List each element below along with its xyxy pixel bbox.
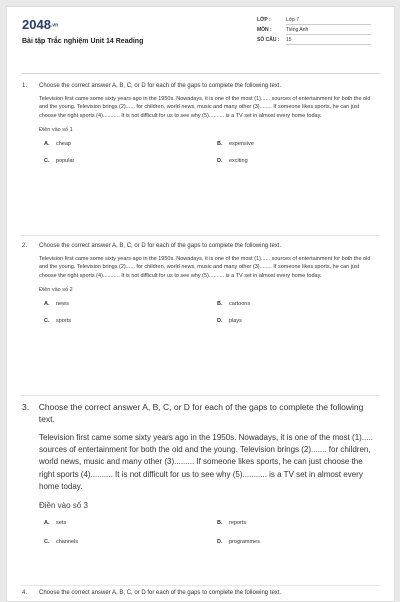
meta-key: SỐ CÂU : (257, 37, 280, 43)
header-divider (21, 73, 380, 74)
option-text: popular (56, 157, 75, 164)
meta-key: LỚP : (257, 17, 271, 23)
question-subprompt: Điền vào số 3 (39, 501, 88, 511)
option-letter: A. (44, 300, 50, 307)
option-letter: D. (217, 539, 223, 546)
option-letter: D. (217, 157, 223, 164)
option-text: news (56, 300, 69, 307)
option-b[interactable] (217, 301, 367, 307)
brand-suffix: .vn (50, 22, 59, 29)
option-text: programmes (229, 539, 260, 546)
option-text: channels (56, 539, 79, 546)
option-c[interactable] (44, 158, 217, 164)
brand-name: 2048 (22, 17, 51, 32)
meta-row-class (257, 15, 371, 25)
option-letter: B. (217, 520, 223, 527)
question-prompt: Choose the correct answer A, B, C, or D for each of the gaps to complete the following text. (39, 243, 282, 249)
question-number: 4. (22, 590, 28, 596)
option-b[interactable] (217, 141, 367, 147)
option-letter: B. (217, 140, 223, 147)
question-prompt: Choose the correct answer A, B, C, or D for each of the gaps to complete the following text. (39, 590, 282, 596)
question-number: 3. (22, 402, 30, 412)
question-passage: Television first came some sixty years ago in the 1950s. Nowadays, it is one of the most (1)...... sources of entertainment for both the old and the young. Television brings (2)...... for children, world news, music and many other (3)........ If someone likes sports, he can just choose the right sports (4)........... It is not difficult for us to see why (5).......... is a TV set in almost every home today. (39, 256, 371, 279)
question-passage: Television first came some sixty years ago in the 1950s. Nowadays, it is one of the most (1)...... sources of entertainment for both the old and the young. Television brings (2)...... for children, world news, music and many other (3)........ If someone likes sports, he can just choose the right sports (4)........... It is not difficult for us to see why (5).......... is a TV set in almost every home today. (39, 96, 371, 119)
question-divider (21, 585, 380, 586)
option-c[interactable] (44, 539, 217, 545)
question-divider (21, 235, 380, 236)
question-subprompt: Điền vào số 2 (39, 286, 73, 293)
option-letter: C. (44, 157, 50, 164)
option-letter: C. (44, 317, 50, 324)
page-title: Bài tập Trắc nghiệm Unit 14 Reading (22, 38, 144, 45)
option-text: sets (56, 520, 67, 527)
question-subprompt: Điền vào số 1 (39, 126, 73, 133)
option-text: sports (56, 317, 71, 324)
question-1 (22, 83, 377, 164)
meta-key: MÔN : (257, 27, 272, 33)
option-letter: A. (44, 140, 50, 147)
option-text: plays (229, 317, 242, 324)
option-letter: B. (217, 300, 223, 307)
option-text: cheap (56, 140, 71, 147)
option-c[interactable] (44, 318, 217, 324)
question-prompt: Choose the correct answer A, B, C, or D for each of the gaps to complete the following text. (38, 402, 364, 424)
meta-row-count (257, 35, 371, 45)
option-letter: D. (217, 317, 223, 324)
answer-options (44, 141, 377, 164)
option-d[interactable] (217, 318, 367, 324)
question-3 (22, 401, 377, 545)
question-divider (21, 395, 380, 396)
answer-options (44, 301, 377, 324)
meta-row-subject (257, 25, 371, 35)
worksheet-meta (257, 15, 371, 45)
option-d[interactable] (217, 539, 367, 545)
option-text: expensive (229, 140, 254, 147)
meta-value: 15 (286, 36, 371, 45)
option-d[interactable] (217, 158, 367, 164)
question-prompt: Choose the correct answer A, B, C, or D for each of the gaps to complete the following text. (39, 83, 282, 89)
meta-value: Tiếng Anh (286, 26, 371, 35)
option-letter: A. (44, 520, 50, 527)
option-text: exciting (229, 157, 248, 164)
option-a[interactable] (44, 520, 217, 526)
answer-options (44, 520, 377, 545)
question-number: 2. (22, 243, 28, 249)
question-2 (22, 243, 377, 324)
option-letter: C. (44, 539, 50, 546)
option-a[interactable] (44, 141, 217, 147)
question-number: 1. (22, 83, 28, 89)
question-4 (22, 590, 377, 596)
option-text: reports (229, 520, 247, 527)
option-a[interactable] (44, 301, 217, 307)
worksheet-page (6, 6, 395, 602)
option-text: cartoons (229, 300, 251, 307)
question-passage: Television first came some sixty years ago in the 1950s. Nowadays, it is one of the most (1)..... sources of entertainment for both the old and the young. Television brings (2)....... for children, world news, music and many other (3)......... If someone likes sports, he can just choose the right sports (4).......... It is not difficult for us to see why (5)........... is a TV set in almost every home today. (39, 433, 373, 491)
option-b[interactable] (217, 520, 367, 526)
meta-value: Lớp 7 (286, 16, 371, 25)
